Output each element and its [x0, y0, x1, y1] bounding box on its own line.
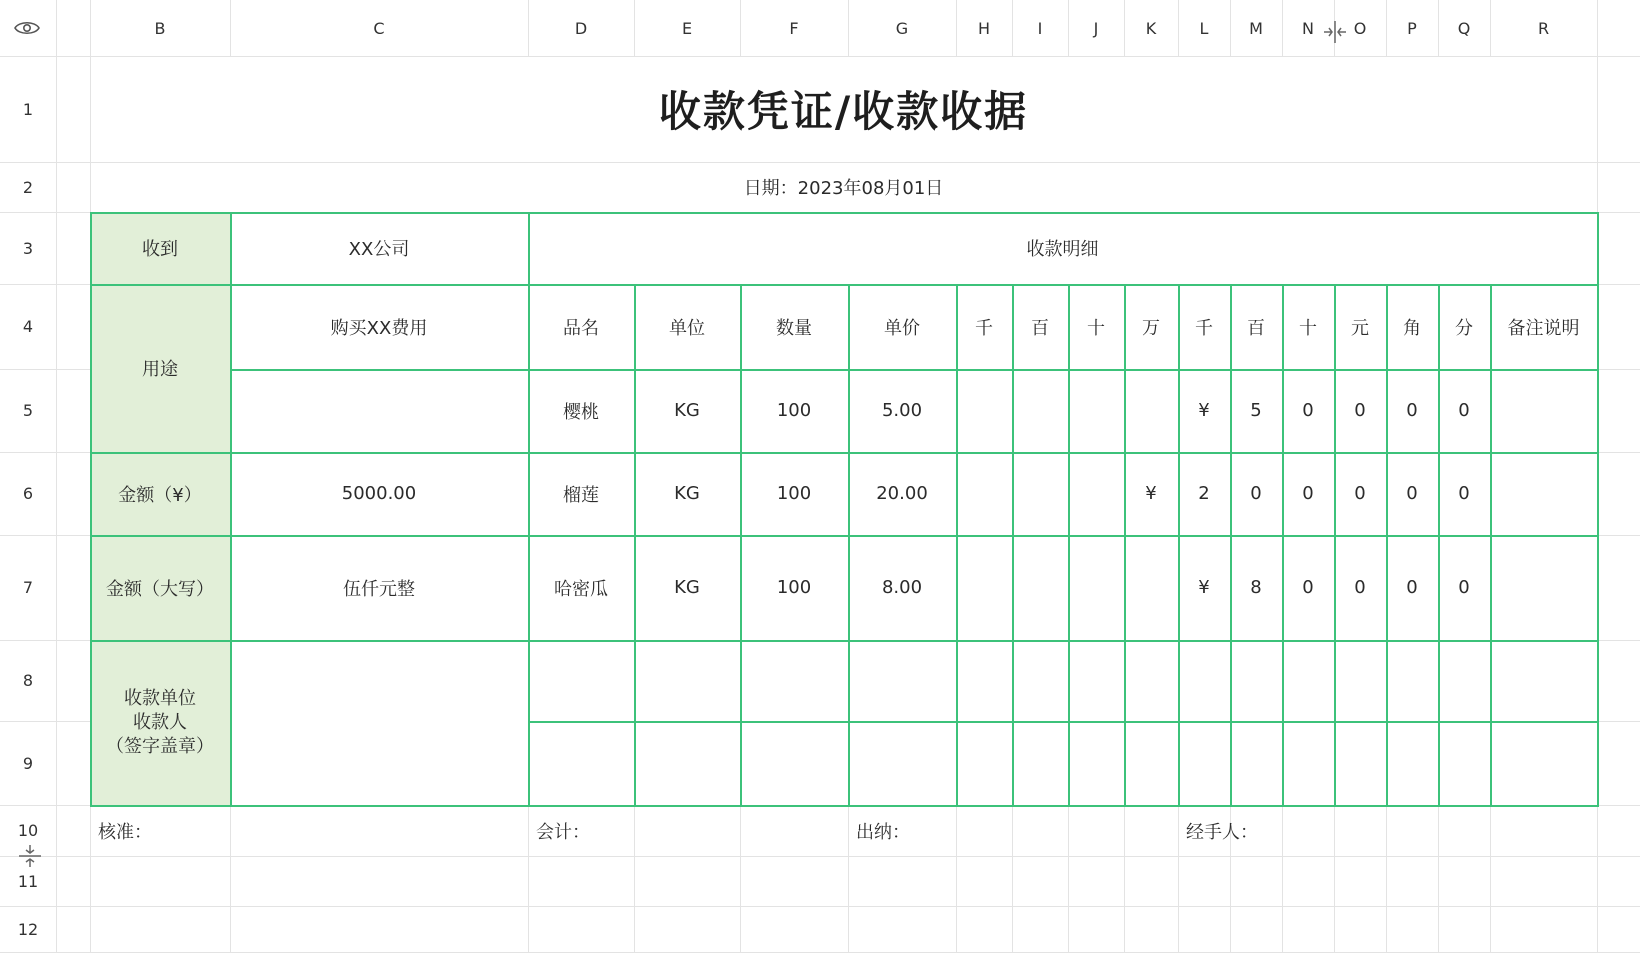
detail-cell: 樱桃 [563, 401, 599, 423]
row-header[interactable]: 2 [22, 177, 34, 197]
detail-header: 品名 [563, 317, 599, 339]
row-header[interactable]: 10 [17, 821, 39, 840]
detail-header: 单位 [669, 317, 705, 339]
detail-cell: 100 [776, 577, 812, 598]
document-date: 日期：2023年08月01日 [743, 178, 944, 199]
row-header[interactable]: 1 [22, 99, 34, 119]
detail-header: 备注说明 [1507, 317, 1580, 339]
column-header[interactable]: L [1199, 18, 1209, 38]
row-header[interactable]: 5 [22, 401, 34, 420]
label-received: 收到 [142, 239, 178, 260]
detail-cell: 2 [1198, 483, 1210, 504]
column-header[interactable]: I [1037, 18, 1043, 38]
detail-header: 数量 [776, 317, 812, 339]
column-header[interactable]: D [574, 18, 588, 38]
label-payee: 收款单位 收款人 （签字盖章） [106, 687, 214, 757]
label-purpose: 用途 [142, 359, 178, 380]
grid-row-line [0, 906, 1640, 907]
column-header[interactable]: Q [1457, 18, 1471, 38]
column-header[interactable]: G [895, 18, 909, 38]
row-header[interactable]: 6 [22, 484, 34, 503]
eye-icon[interactable] [14, 19, 40, 37]
column-header[interactable]: J [1093, 18, 1099, 38]
footer-handler: 经手人： [1186, 821, 1258, 843]
value-purpose: 购买XX费用 [330, 317, 428, 339]
detail-cell: 哈密瓜 [554, 578, 608, 600]
detail-cell: 0 [1458, 400, 1470, 421]
detail-cell: 0 [1458, 483, 1470, 504]
detail-cell: 100 [776, 483, 812, 504]
column-header[interactable]: H [977, 18, 991, 38]
column-header[interactable]: P [1407, 18, 1417, 38]
detail-cell: 8 [1250, 577, 1262, 598]
value-amount-number: 5000.00 [341, 483, 417, 504]
column-header[interactable]: M [1249, 18, 1263, 38]
detail-header: 万 [1142, 317, 1160, 339]
detail-cell: KG [674, 483, 700, 504]
column-header[interactable]: C [373, 18, 385, 38]
column-header[interactable]: N [1302, 18, 1314, 38]
detail-cell: 5 [1250, 400, 1262, 421]
detail-cell: 0 [1354, 577, 1366, 598]
detail-header: 元 [1351, 317, 1369, 339]
column-header[interactable]: K [1145, 18, 1157, 38]
grid-col-line [56, 0, 57, 952]
row-header[interactable]: 12 [17, 919, 39, 939]
detail-header: 千 [975, 317, 993, 339]
detail-cell: 8.00 [881, 577, 923, 598]
detail-header: 单价 [884, 317, 920, 339]
merge-cover [231, 370, 528, 452]
detail-cell: 0 [1302, 577, 1314, 598]
detail-header: 百 [1031, 317, 1049, 339]
column-header[interactable]: F [789, 18, 799, 38]
row-header[interactable]: 3 [22, 238, 34, 258]
document-title: 收款凭证/收款收据 [658, 87, 1029, 136]
footer-accountant: 会计： [536, 821, 590, 843]
row-header[interactable]: 9 [22, 753, 34, 773]
value-amount-words: 伍仟元整 [343, 578, 415, 600]
detail-cell: ¥ [1198, 400, 1210, 421]
detail-cell: ¥ [1198, 577, 1210, 598]
row-resize-icon[interactable] [18, 843, 42, 869]
detail-header: 十 [1087, 317, 1105, 339]
column-header[interactable]: B [154, 18, 166, 38]
value-received: XX公司 [348, 239, 410, 260]
row-header[interactable]: 4 [22, 317, 34, 336]
column-header[interactable]: R [1537, 18, 1550, 38]
row-header[interactable]: 7 [22, 578, 34, 597]
detail-cell: 0 [1302, 400, 1314, 421]
detail-cell: 0 [1406, 400, 1418, 421]
row-header[interactable]: 8 [22, 671, 34, 690]
grid-row-line [0, 856, 1640, 857]
detail-cell: KG [674, 400, 700, 421]
detail-cell: 0 [1458, 577, 1470, 598]
detail-cell: 0 [1354, 483, 1366, 504]
detail-cell: 100 [776, 400, 812, 421]
detail-cell: 0 [1406, 577, 1418, 598]
detail-cell: 榴莲 [563, 484, 599, 506]
detail-header: 百 [1247, 317, 1265, 339]
column-header[interactable]: O [1353, 18, 1367, 38]
detail-cell: 0 [1250, 483, 1262, 504]
detail-cell: 0 [1406, 483, 1418, 504]
label-amount-number: 金额（¥） [118, 484, 202, 506]
detail-header: 分 [1455, 317, 1473, 339]
detail-cell: ¥ [1145, 483, 1157, 504]
border-h [230, 369, 530, 371]
footer-cashier: 出纳： [856, 821, 910, 843]
border-v [1597, 212, 1599, 805]
border-h [90, 805, 1599, 807]
detail-cell: 5.00 [881, 400, 923, 421]
footer-approve: 核准： [98, 821, 152, 843]
column-header[interactable]: E [681, 18, 693, 38]
detail-cell: 20.00 [876, 483, 928, 504]
detail-header: 十 [1299, 317, 1317, 339]
detail-header: 千 [1195, 317, 1213, 339]
detail-cell: KG [674, 577, 700, 598]
column-resize-icon[interactable] [1322, 20, 1348, 44]
label-amount-words: 金额（大写） [106, 578, 214, 600]
merge-cover [231, 641, 528, 805]
detail-cell: 0 [1302, 483, 1314, 504]
detail-cell: 0 [1354, 400, 1366, 421]
details-title: 收款明细 [1026, 239, 1099, 260]
detail-header: 角 [1403, 317, 1421, 339]
row-header[interactable]: 11 [17, 871, 39, 891]
